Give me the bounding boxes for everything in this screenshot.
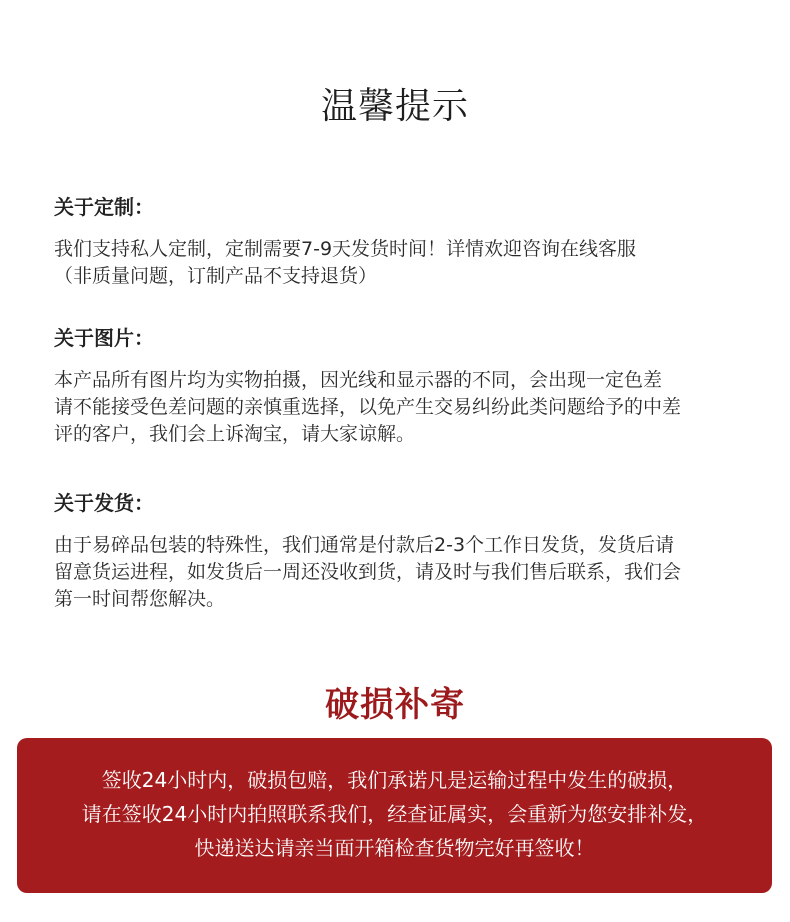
body-line: 请不能接受色差问题的亲慎重选择，以免产生交易纠纷此类问题给予的中差 xyxy=(54,396,682,418)
section-shipping xyxy=(54,490,774,613)
body-line: 留意货运进程，如发货后一周还没收到货，请及时与我们售后联系，我们会 xyxy=(54,561,682,583)
body-line: 本产品所有图片均为实物拍摄，因光线和显示器的不同，会出现一定色差 xyxy=(54,369,663,391)
damage-title: 破损补寄 xyxy=(325,685,465,725)
body-line: 评的客户，我们会上诉淘宝，请大家谅解。 xyxy=(54,423,416,445)
section-custom xyxy=(54,194,774,290)
section-body-shipping xyxy=(54,532,774,613)
section-heading-images: 关于图片： xyxy=(54,326,154,350)
body-line: 由于易碎品包装的特殊性，我们通常是付款后2-3个工作日发货，发货后请 xyxy=(54,534,675,556)
body-line: 第一时间帮您解决。 xyxy=(54,588,226,610)
body-line: （非质量问题，订制产品不支持退货） xyxy=(54,265,378,287)
section-heading-custom: 关于定制： xyxy=(54,195,154,219)
damage-line: 请在签收24小时内拍照联系我们，经查证属实，会重新为您安排补发， xyxy=(81,802,708,826)
body-line: 我们支持私人定制，定制需要7-9天发货时间！详情欢迎咨询在线客服 xyxy=(54,238,637,260)
page-title: 温馨提示 xyxy=(320,86,469,127)
damage-notice-box xyxy=(17,738,772,893)
damage-line: 签收24小时内，破损包赔，我们承诺凡是运输过程中发生的破损， xyxy=(101,768,688,792)
section-heading-shipping: 关于发货： xyxy=(54,491,154,515)
damage-line: 快递送达请亲当面开箱检查货物完好再签收！ xyxy=(194,836,595,860)
section-images xyxy=(54,325,774,448)
section-body-images xyxy=(54,367,774,448)
section-body-custom xyxy=(54,236,774,290)
